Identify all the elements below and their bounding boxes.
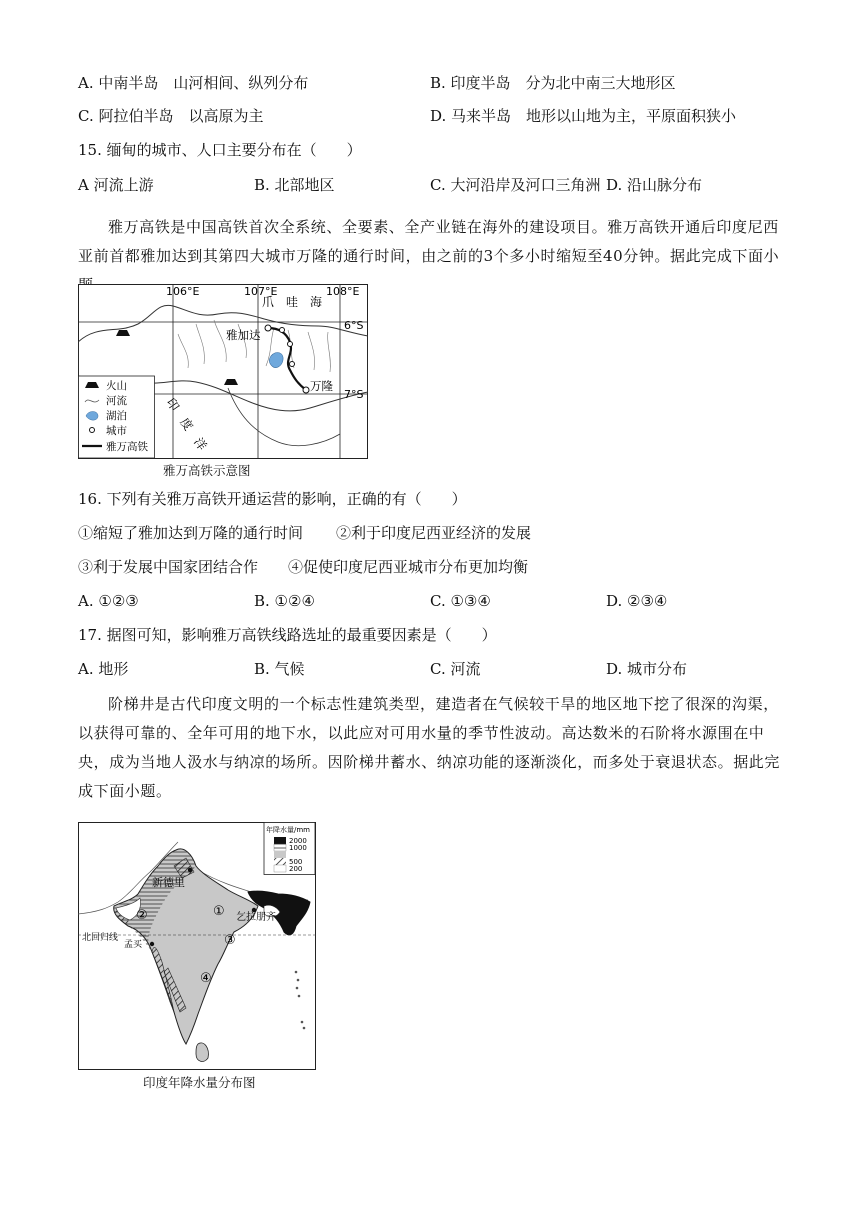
- q16-statement-1: ①缩短了雅加达到万隆的通行时间: [78, 524, 304, 542]
- passage-stepwell: 阶梯井是古代印度文明的一个标志性建筑类型，建造者在气候较干旱的地区地下挖了很深的沟渠，以获得可靠的、全年可用的地下水，以此应对可用水量的季节性波动。高达数米的石阶将水源围在中央，成为当地人汲水与纳凉的场所。因阶梯井蓄水、纳凉功能的逐渐淡化，而多处于衰退状态。据此完成下面小题。: [78, 695, 781, 800]
- mumbai-label: 孟买: [124, 940, 143, 950]
- railway-map-caption: 雅万高铁示意图: [163, 463, 251, 478]
- region-4-label: ④: [200, 971, 212, 986]
- q17-option-d: D. 城市分布: [606, 660, 688, 678]
- q14-option-c: C. 阿拉伯半岛 以高原为主: [78, 107, 264, 125]
- q15-option-c: C. 大河沿岸及河口三角洲: [430, 176, 601, 194]
- q17-stem: 17. 据图可知，影响雅万高铁线路选址的最重要因素是（ ）: [78, 626, 497, 644]
- bandung-city-marker: [303, 387, 309, 393]
- q14-option-d: D. 马来半岛 地形以山地为主，平原面积狭小: [430, 107, 737, 125]
- delhi-label: 新德里: [152, 876, 185, 889]
- rainfall-legend: [264, 823, 315, 875]
- q16-option-a: A. ①②③: [78, 592, 139, 610]
- legend-lake: 湖泊: [106, 410, 127, 422]
- bandung-label: 万隆: [310, 379, 333, 393]
- q16-stem: 16. 下列有关雅万高铁开通运营的影响，正确的有（ ）: [78, 490, 467, 508]
- map-legend: [79, 376, 155, 458]
- lon-108: 108°E: [326, 285, 360, 298]
- legend-2000: 2000: [289, 837, 307, 845]
- q15-stem: 15. 缅甸的城市、人口主要分布在（ ）: [78, 141, 362, 159]
- q17-option-c: C. 河流: [430, 660, 481, 678]
- lat-7: 7°S: [344, 388, 364, 401]
- lon-106: 106°E: [166, 285, 200, 298]
- q16-statement-2: ②利于印度尼西亚经济的发展: [336, 524, 532, 542]
- q17-option-b: B. 气候: [254, 660, 305, 678]
- q17-option-a: A. 地形: [78, 660, 129, 678]
- delhi-marker: [188, 868, 192, 872]
- region-3-label: ③: [224, 933, 236, 948]
- q16-option-d: D. ②③④: [606, 592, 668, 610]
- rainfall-map-caption: 印度年降水量分布图: [143, 1075, 256, 1090]
- jakarta-label: 雅加达: [226, 328, 261, 342]
- city-icon: [90, 428, 95, 433]
- q14-option-a: A. 中南半岛 山河相间、纵列分布: [78, 74, 309, 92]
- mumbai-marker: [150, 942, 154, 946]
- jakarta-city-marker: [265, 325, 271, 331]
- lat-6: 6°S: [344, 319, 364, 332]
- passage-railway: 雅万高铁是中国高铁首次全系统、全要素、全产业链在海外的建设项目。雅万高铁开通后印度尼西亚前首都雅加达到其第四大城市万隆的通行时间，由之前的3个多小时缩短至40分钟。据此完成下面小: [78, 218, 780, 265]
- q15-option-d: D. 沿山脉分布: [606, 176, 703, 194]
- region-2-label: ②: [136, 908, 148, 923]
- q16-statement-4: ④促使印度尼西亚城市分布更加均衡: [288, 558, 529, 576]
- q15-option-b: B. 北部地区: [254, 176, 335, 194]
- legend-volcano: 火山: [106, 380, 127, 392]
- legend-title: 年降水量/mm: [266, 826, 310, 834]
- java-sea-label: 爪 哇 海: [262, 295, 323, 309]
- legend-river: 河流: [106, 395, 127, 407]
- india-rainfall-map: [78, 822, 316, 1070]
- railway-map: [78, 284, 368, 459]
- q14-option-b: B. 印度半岛 分为北中南三大地形区: [430, 74, 676, 92]
- q15-option-a: A 河流上游: [78, 176, 154, 194]
- q16-statement-3: ③利于发展中国家团结合作: [78, 558, 259, 576]
- legend-railway: 雅万高铁: [106, 441, 148, 453]
- q16-option-b: B. ①②④: [254, 592, 315, 610]
- lon-107: 107°E: [244, 285, 278, 298]
- tropic-label: 北回归线: [82, 933, 119, 943]
- cherrapunji-label: 乞拉朋齐: [236, 912, 276, 923]
- indian-ocean-label: 印 度 洋: [163, 395, 210, 453]
- legend-200: 200: [289, 865, 303, 873]
- legend-500: 500: [289, 858, 303, 866]
- legend-city: 城市: [106, 425, 127, 437]
- region-1-label: ①: [213, 904, 225, 919]
- legend-1000: 1000: [289, 844, 307, 852]
- q16-option-c: C. ①③④: [430, 592, 491, 610]
